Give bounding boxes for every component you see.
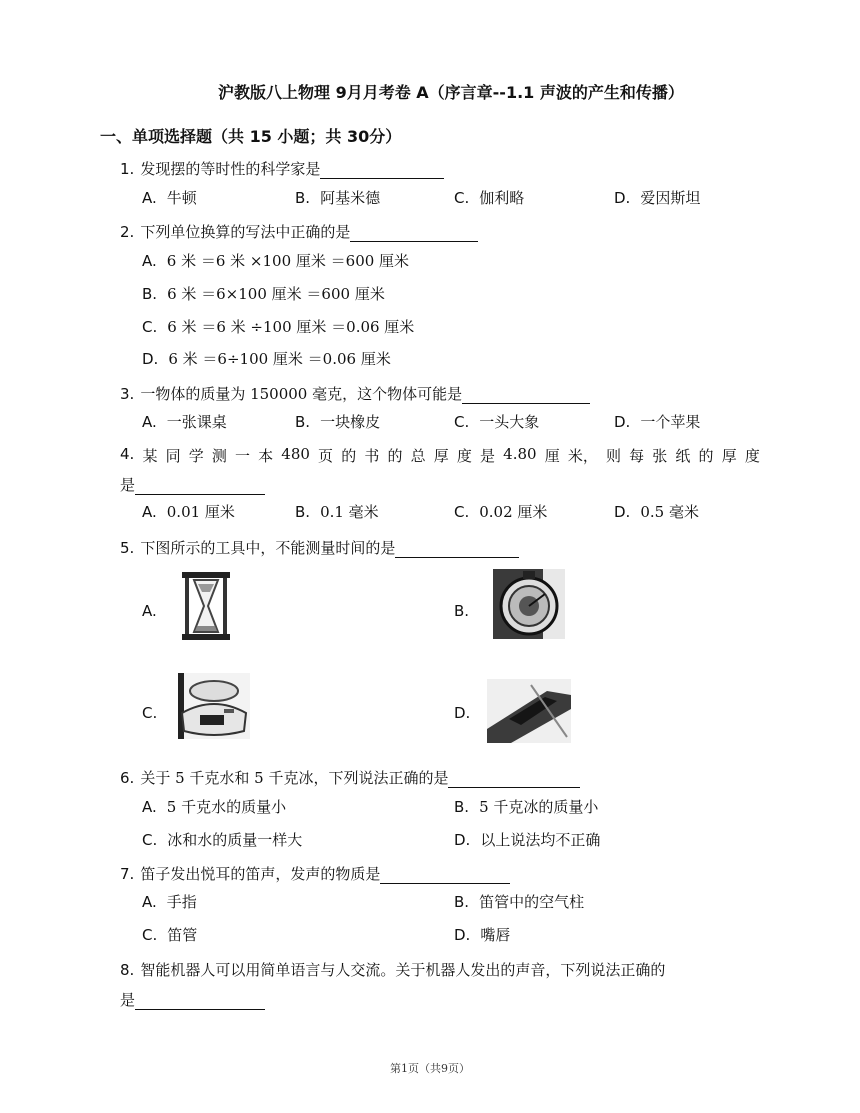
text-char: 的: [698, 447, 714, 465]
option-text: 一个苹果: [640, 413, 701, 431]
text-char: 是: [480, 447, 496, 465]
text-char: 4.80: [503, 445, 537, 463]
question-number: 2.: [120, 223, 135, 241]
answer-blank[interactable]: [135, 480, 265, 495]
option-text: 5 千克水的质量小: [166, 798, 287, 816]
option-letter: C.: [142, 318, 158, 336]
text-char: 同: [165, 447, 181, 465]
question-number: 1.: [120, 160, 135, 178]
exam-title: 沪教版八上物理 9月月考卷 A（序言章--1.1 声波的产生和传播）: [218, 83, 684, 102]
option-b[interactable]: [295, 501, 379, 522]
option-d[interactable]: [142, 348, 391, 369]
option-letter: B.: [454, 893, 470, 911]
option-text: 牛顿: [166, 189, 197, 207]
option-d[interactable]: [614, 187, 700, 208]
option-c[interactable]: [142, 829, 302, 850]
question-text: 发现摆的等时性的科学家是: [140, 160, 321, 178]
answer-blank[interactable]: [350, 227, 478, 242]
text-char: 米，: [567, 447, 598, 465]
question-number: 6.: [120, 769, 135, 787]
option-text: 以上说法均不正确: [480, 831, 601, 849]
option-text: 笛管中的空气柱: [479, 893, 585, 911]
option-a[interactable]: [142, 891, 197, 912]
option-letter: A.: [142, 893, 157, 911]
text-char: 度: [744, 447, 760, 465]
option-letter: D.: [614, 413, 631, 431]
option-letter: C.: [454, 189, 470, 207]
question-7: [120, 863, 510, 884]
option-letter: B.: [295, 503, 311, 521]
option-letter: D.: [614, 189, 631, 207]
option-a[interactable]: [142, 796, 286, 817]
stopwatch-image: [493, 569, 565, 639]
text-char: 页: [318, 447, 334, 465]
option-letter: C.: [142, 831, 158, 849]
option-text: 5 千克冰的质量小: [479, 798, 599, 816]
question-text: 是: [120, 991, 136, 1009]
electronic-scale-image: [178, 673, 250, 739]
option-c[interactable]: [454, 501, 547, 522]
option-text: 0.02 厘米: [479, 503, 548, 521]
option-d[interactable]: [454, 704, 480, 722]
question-1: [120, 158, 444, 179]
option-b[interactable]: [454, 796, 598, 817]
question-8-line2: [120, 989, 265, 1010]
question-number: 4.: [120, 445, 135, 463]
option-letter: C.: [454, 413, 470, 431]
text-char: 的: [341, 447, 357, 465]
hourglass-image: [180, 570, 232, 642]
option-text: 一头大象: [479, 413, 540, 431]
text-char: 测: [211, 447, 227, 465]
text-char: 厚: [433, 447, 449, 465]
answer-blank[interactable]: [380, 869, 510, 884]
option-text: 6 米 ＝6÷100 厘米 ＝0.06 厘米: [168, 350, 391, 368]
text-char: 纸: [675, 447, 691, 465]
option-text: 手指: [166, 893, 197, 911]
answer-blank[interactable]: [462, 389, 590, 404]
text-char: 学: [188, 447, 204, 465]
option-a[interactable]: [142, 187, 197, 208]
option-letter: B.: [295, 189, 311, 207]
option-letter: D.: [454, 704, 471, 722]
option-letter: B.: [454, 798, 470, 816]
text-char: 每: [629, 447, 645, 465]
question-text: 是: [120, 476, 136, 494]
question-number: 5.: [120, 539, 135, 557]
option-a[interactable]: [142, 501, 235, 522]
question-2: [120, 221, 478, 242]
option-c[interactable]: [142, 924, 197, 945]
text-char: 度: [456, 447, 472, 465]
answer-blank[interactable]: [135, 995, 265, 1010]
option-c[interactable]: [142, 316, 414, 337]
text-char: 书: [364, 447, 380, 465]
option-letter: B.: [295, 413, 311, 431]
option-letter: A.: [142, 798, 157, 816]
option-letter: A.: [142, 252, 157, 270]
option-text: 一块橡皮: [320, 413, 381, 431]
option-c[interactable]: [454, 411, 539, 432]
option-letter: A.: [142, 503, 157, 521]
text-char: 张: [652, 447, 668, 465]
text-char: 则: [605, 447, 621, 465]
option-b[interactable]: [454, 602, 479, 620]
option-d[interactable]: [454, 829, 600, 850]
text-char: 厚: [721, 447, 737, 465]
option-text: 冰和水的质量一样大: [167, 831, 303, 849]
question-number: 7.: [120, 865, 135, 883]
question-5: [120, 537, 519, 558]
answer-blank[interactable]: [320, 164, 444, 179]
option-c[interactable]: [142, 704, 167, 722]
option-letter: B.: [454, 602, 470, 620]
question-text: 智能机器人可以用简单语言与人交流。关于机器人发出的声音，下列说法正确的: [140, 961, 666, 979]
option-letter: C.: [454, 503, 470, 521]
option-letter: B.: [142, 285, 158, 303]
text-char: 480: [281, 445, 310, 463]
section-heading: 一、单项选择题（共 15 小题；共 30分）: [100, 127, 402, 146]
option-text: 伽利略: [479, 189, 525, 207]
question-text: 下图所示的工具中，不能测量时间的是: [140, 539, 396, 557]
question-8: [120, 959, 665, 980]
option-b[interactable]: [454, 891, 584, 912]
option-letter: D.: [142, 350, 159, 368]
option-letter: A.: [142, 189, 157, 207]
option-letter: D.: [454, 926, 471, 944]
text-char: 本: [258, 447, 274, 465]
answer-blank[interactable]: [395, 543, 519, 558]
option-text: 0.01 厘米: [166, 503, 235, 521]
question-number: 8.: [120, 961, 135, 979]
question-text: 关于 5 千克水和 5 千克冰，下列说法正确的是: [140, 769, 449, 787]
option-a[interactable]: [142, 602, 167, 620]
option-b[interactable]: [142, 283, 385, 304]
option-letter: A.: [142, 602, 157, 620]
question-4: [120, 445, 760, 466]
option-a[interactable]: [142, 411, 227, 432]
option-text: 阿基米德: [320, 189, 381, 207]
question-3: [120, 383, 590, 404]
option-letter: C.: [142, 704, 158, 722]
question-text: 下列单位换算的写法中正确的是: [140, 223, 351, 241]
text-char: 某: [142, 447, 158, 465]
question-text: 一物体的质量为 150000 毫克，这个物体可能是: [140, 385, 463, 403]
option-letter: D.: [614, 503, 631, 521]
option-d[interactable]: [614, 501, 699, 522]
option-text: 0.5 毫米: [640, 503, 699, 521]
question-4-line2: [120, 474, 265, 495]
text-char: 的: [387, 447, 403, 465]
text-char: 厘: [544, 447, 560, 465]
question-text: 笛子发出悦耳的笛声，发声的物质是: [140, 865, 381, 883]
option-text: 6 米 ＝6 米 ÷100 厘米 ＝0.06 厘米: [167, 318, 415, 336]
option-a[interactable]: [142, 250, 409, 271]
question-6: [120, 767, 580, 788]
clock-image: [487, 679, 571, 743]
option-b[interactable]: [295, 187, 380, 208]
option-text: 爱因斯坦: [640, 189, 701, 207]
question-number: 3.: [120, 385, 135, 403]
option-letter: C.: [142, 926, 158, 944]
option-text: 一张课桌: [166, 413, 227, 431]
option-text: 6 米 ＝6×100 厘米 ＝600 厘米: [167, 285, 385, 303]
option-c[interactable]: [454, 187, 524, 208]
option-letter: A.: [142, 413, 157, 431]
option-text: 0.1 毫米: [320, 503, 379, 521]
option-letter: D.: [454, 831, 471, 849]
answer-blank[interactable]: [448, 773, 580, 788]
option-text: 嘴唇: [480, 926, 511, 944]
option-d[interactable]: [454, 924, 510, 945]
option-text: 6 米 ＝6 米 ×100 厘米 ＝600 厘米: [166, 252, 410, 270]
option-b[interactable]: [295, 411, 380, 432]
option-d[interactable]: [614, 411, 700, 432]
text-char: 总: [410, 447, 426, 465]
text-char: 一: [235, 447, 251, 465]
page-footer: 第1页（共9页）: [390, 1062, 470, 1075]
option-text: 笛管: [167, 926, 198, 944]
